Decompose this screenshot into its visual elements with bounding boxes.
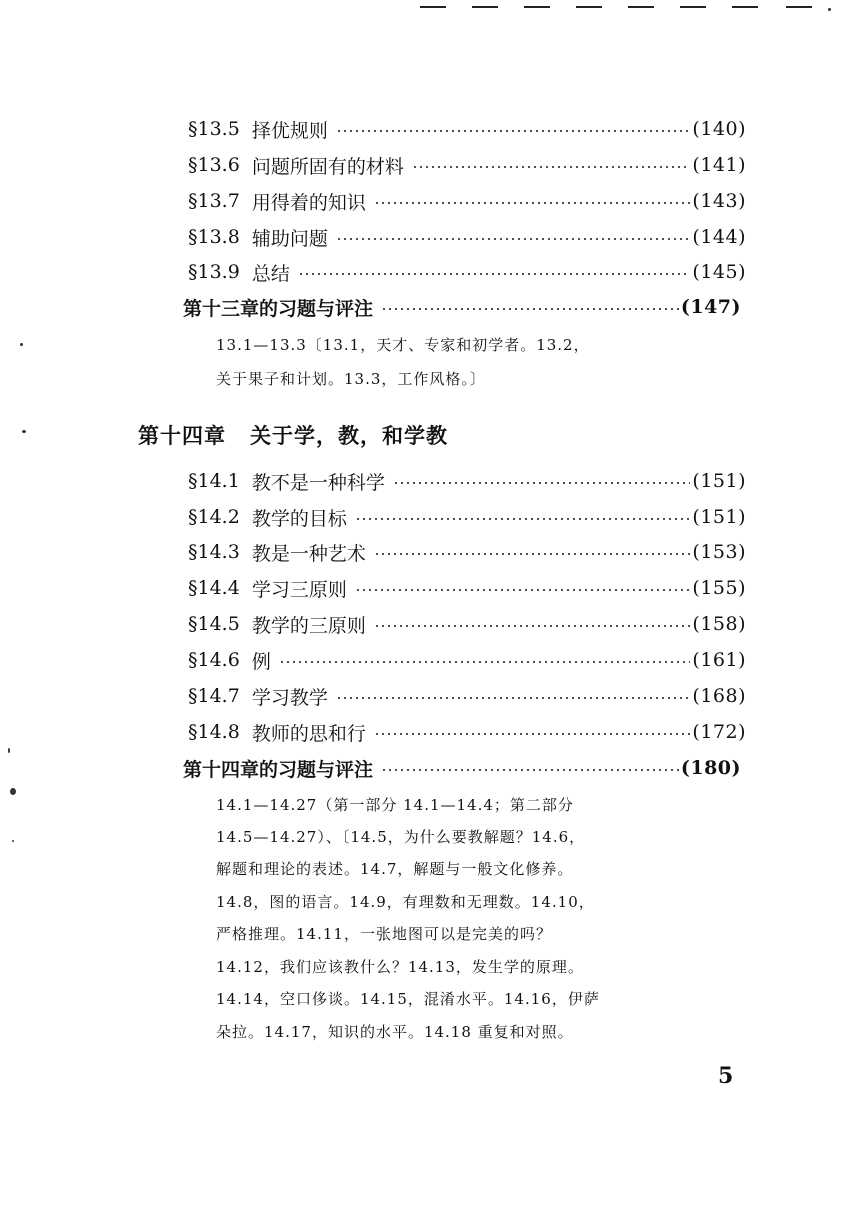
page-ref: (144) bbox=[692, 226, 746, 248]
toc-entry bbox=[188, 257, 746, 287]
dot-leader bbox=[355, 518, 691, 520]
section-title: 问题所固有的材料 bbox=[251, 155, 404, 178]
section-number: §14.4 bbox=[188, 577, 240, 599]
section-title: 辅助问题 bbox=[251, 227, 328, 250]
section-number: §14.7 bbox=[188, 685, 240, 707]
exercise-note-line: 14.12，我们应该教什么？14.13，发生学的原理。 bbox=[216, 958, 584, 976]
dot-leader bbox=[336, 130, 691, 132]
page-ref: (153) bbox=[692, 541, 746, 563]
section-title: 教师的思和行 bbox=[251, 722, 366, 745]
dot-leader bbox=[374, 625, 691, 627]
section-number: §13.6 bbox=[188, 154, 240, 176]
exercise-note-line: 14.1—14.27（第一部分 14.1—14.4；第二部分 bbox=[216, 796, 574, 814]
section-number: §13.8 bbox=[188, 226, 240, 248]
section-number: §14.3 bbox=[188, 541, 240, 563]
exercise-note-line: 朵拉。14.17，知识的水平。14.18 重复和对照。 bbox=[216, 1023, 574, 1041]
exercises-title: 第十三章的习题与评注 bbox=[183, 297, 374, 320]
section-number: §13.7 bbox=[188, 190, 240, 212]
top-edge-marks bbox=[420, 0, 860, 12]
toc-entry bbox=[188, 573, 746, 603]
chapter-heading bbox=[138, 420, 448, 450]
section-title: 用得着的知识 bbox=[251, 191, 366, 214]
section-number: §13.5 bbox=[188, 118, 240, 140]
page-ref: (180) bbox=[680, 757, 741, 779]
section-title: 择优规则 bbox=[251, 119, 328, 142]
dot-leader bbox=[412, 166, 691, 168]
section-number: §13.9 bbox=[188, 261, 240, 283]
page-number: 5 bbox=[718, 1063, 734, 1089]
section-number: §14.1 bbox=[188, 470, 240, 492]
toc-entry bbox=[188, 609, 746, 639]
dot-leader bbox=[393, 482, 691, 484]
section-title: 教学的三原则 bbox=[251, 614, 366, 637]
chapter-title: 关于学，教，和学教 bbox=[250, 423, 448, 448]
page-ref: (145) bbox=[692, 261, 746, 283]
dot-leader bbox=[374, 733, 691, 735]
toc-entry bbox=[188, 717, 746, 747]
section-number: §14.8 bbox=[188, 721, 240, 743]
toc-exercises-entry bbox=[183, 292, 741, 322]
page-ref: (168) bbox=[692, 685, 746, 707]
scan-speck bbox=[22, 430, 26, 433]
toc-entry bbox=[188, 114, 746, 144]
toc-entry bbox=[188, 150, 746, 180]
dot-leader bbox=[381, 769, 679, 771]
dot-leader bbox=[336, 238, 691, 240]
section-title: 教学的目标 bbox=[251, 507, 347, 530]
toc-exercises-entry bbox=[183, 753, 741, 783]
page-ref: (151) bbox=[692, 506, 746, 528]
section-title: 教是一种艺术 bbox=[251, 542, 366, 565]
dot-leader bbox=[298, 273, 691, 275]
page-ref: (172) bbox=[692, 721, 746, 743]
dot-leader bbox=[374, 202, 691, 204]
toc-entry bbox=[188, 186, 746, 216]
page-ref: (155) bbox=[692, 577, 746, 599]
toc-entry bbox=[188, 537, 746, 567]
page-ref: (141) bbox=[692, 154, 746, 176]
toc-entry bbox=[188, 645, 746, 675]
section-title: 学习三原则 bbox=[251, 578, 347, 601]
exercise-note-line: 14.8，图的语言。14.9，有理数和无理数。14.10， bbox=[216, 893, 595, 911]
page-ref: (143) bbox=[692, 190, 746, 212]
scan-speck bbox=[828, 8, 831, 11]
scan-speck bbox=[12, 840, 14, 842]
section-title: 总结 bbox=[251, 262, 290, 285]
section-number: §14.5 bbox=[188, 613, 240, 635]
chapter-label: 第十四章 bbox=[138, 423, 226, 448]
scan-speck bbox=[20, 343, 23, 346]
dot-leader bbox=[355, 589, 691, 591]
page-ref: (161) bbox=[692, 649, 746, 671]
scan-speck bbox=[10, 788, 16, 795]
toc-entry bbox=[188, 466, 746, 496]
dot-leader bbox=[336, 697, 691, 699]
dot-leader bbox=[381, 308, 679, 310]
page-ref: (147) bbox=[680, 296, 741, 318]
exercise-note-line: 13.1—13.3〔13.1，天才、专家和初学者。13.2， bbox=[216, 336, 590, 354]
section-title: 教不是一种科学 bbox=[251, 471, 385, 494]
toc-entry bbox=[188, 222, 746, 252]
page-ref: (140) bbox=[692, 118, 746, 140]
scan-speck bbox=[8, 748, 10, 753]
exercise-note-line: 严格推理。14.11，一张地图可以是完美的吗？ bbox=[216, 925, 552, 943]
dot-leader bbox=[279, 661, 691, 663]
exercise-note-line: 14.14，空口侈谈。14.15，混淆水平。14.16，伊萨 bbox=[216, 990, 600, 1008]
exercise-note-line: 解题和理论的表述。14.7，解题与一般文化修养。 bbox=[216, 860, 574, 878]
section-title: 学习教学 bbox=[251, 686, 328, 709]
exercise-note-line: 关于果子和计划。13.3，工作风格。〕 bbox=[216, 370, 486, 388]
page-ref: (158) bbox=[692, 613, 746, 635]
page-ref: (151) bbox=[692, 470, 746, 492]
exercises-title: 第十四章的习题与评注 bbox=[183, 758, 374, 781]
section-title: 例 bbox=[251, 650, 271, 673]
section-number: §14.2 bbox=[188, 506, 240, 528]
toc-entry bbox=[188, 502, 746, 532]
section-number: §14.6 bbox=[188, 649, 240, 671]
dot-leader bbox=[374, 553, 691, 555]
toc-entry bbox=[188, 681, 746, 711]
exercise-note-line: 14.5—14.27）、〔14.5，为什么要教解题？14.6， bbox=[216, 828, 586, 846]
